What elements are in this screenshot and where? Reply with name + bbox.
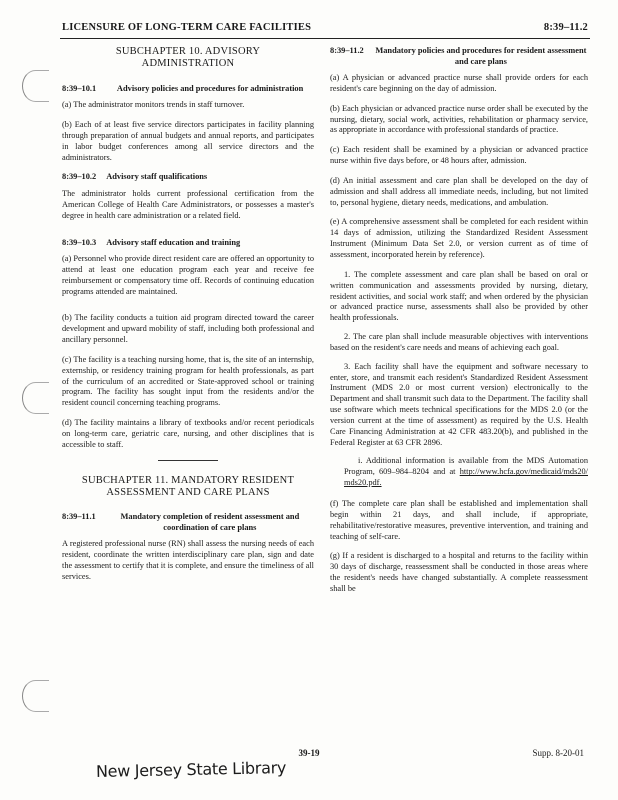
- section-number: 8:39–10.3: [62, 237, 97, 247]
- punch-hole-mark: [22, 70, 49, 102]
- paragraph: The administrator holds current professional certification from the American College of Health Care Administrators, or possesses a master's degree in health care administration or a related field.: [62, 188, 314, 220]
- paragraph: (c) Each resident shall be examined by a physician or advanced practice nurse within five days before, or 48 hours after, admission.: [330, 145, 588, 166]
- section-heading: [62, 512, 314, 533]
- paragraph: (d) An initial assessment and care plan shall be developed on the day of admission and shall address all immediate needs, including, but not limited to, personal hygiene, dietary needs, medications, and ambulation.: [330, 175, 588, 207]
- section-heading: [62, 172, 314, 183]
- paragraph: (g) If a resident is discharged to a hospital and returns to the facility within 30 days of discharge, reassessment shall be conducted in those areas where the resident's needs have changed substantially. A complete reassessment shall be: [330, 551, 588, 593]
- subparagraph: 1. The complete assessment and care plan shall be based on oral or written communication and assessments provided by nursing, dietary, resident activities, and social work staff; and when ordered by the physician or advanced practice nurse, assessments shall also be provided by other health professionals.: [330, 269, 588, 323]
- section-heading: [62, 84, 314, 95]
- section-title: Advisory staff education and training: [106, 237, 241, 247]
- header-title: LICENSURE OF LONG-TERM CARE FACILITIES: [62, 22, 312, 33]
- paragraph: (f) The complete care plan shall be established and implementation shall begin within 21 days, and shall include, if appropriate, rehabilitative/restorative measures, preventive intervention, and training and teaching of self-care.: [330, 499, 588, 541]
- section-number: 8:39–11.1: [62, 512, 96, 522]
- section-title: Advisory policies and procedures for administration: [116, 83, 304, 93]
- section-heading: [62, 238, 314, 249]
- paragraph: (a) Personnel who provide direct resident care are offered an opportunity to attend at least one education program each year and receive fee reimbursement or compensatory time off. Records of continuing education programs attended are maintained.: [62, 254, 314, 296]
- subsubparagraph: i. Additional information is available from the MDS Automation Program, 609–984–8204 and at http://www.hcfa.gov/medicaid/mds20/ mds20.pdf.: [344, 456, 588, 488]
- subchapter-10-heading: SUBCHAPTER 10. ADVISORY ADMINISTRATION: [115, 46, 261, 70]
- paragraph: (a) The administrator monitors trends in staff turnover.: [62, 100, 245, 110]
- section-number: 8:39–10.1: [62, 83, 97, 93]
- page-number: 39-19: [298, 748, 320, 758]
- subparagraph: 2. The care plan shall include measurable objectives with interventions based on the resident's care needs and means of achieving each goal.: [330, 332, 588, 352]
- paragraph: A registered professional nurse (RN) shall assess the nursing needs of each resident, coordinate the written interdisciplinary care plan, sign and date the assessment to certify that it is complete, and ensure the timeliness of all services.: [62, 539, 314, 581]
- section-title: Advisory staff qualifications: [106, 172, 208, 182]
- section-title: Mandatory completion of resident assessment and coordination of care plans: [120, 512, 300, 532]
- section-title: Mandatory policies and procedures for resident assessment and care plans: [375, 46, 587, 66]
- divider: [158, 460, 218, 461]
- paragraph: (d) The facility maintains a library of textbooks and/or recent periodicals on long-term care, geriatric care, nursing, and other disciplines that is accessible to staff.: [62, 418, 314, 449]
- punch-hole-mark: [22, 382, 49, 414]
- section-number: 8:39–10.2: [62, 172, 97, 182]
- mds-link[interactable]: http://www.hcfa.gov/medicaid/mds20/ mds20.pdf.: [344, 467, 588, 488]
- paragraph: (b) The facility conducts a tuition aid program directed toward the career development and upward mobility of staff, including both professional and ancillary personnel.: [62, 313, 314, 345]
- subparagraph: 3. Each facility shall have the equipment and software necessary to enter, store, and transmit each resident's Standardized Resident Assessment Instrument (MDS 2.0 or most current version) electronically to the Department and shall transmit such data to the Department. The facility shall use software which meets technical specifications for the MDS 2.0 (or the version current at the time of assessment) as required by the U.S. Health Care Financing Administration at 42 CFR 483.20(b), and published in the Federal Register at 63 CFR 2896.: [330, 361, 588, 447]
- paragraph: (a) A physician or advanced practice nurse shall provide orders for each resident's care beginning on the day of admission.: [330, 73, 588, 93]
- header-section-number: 8:39–11.2: [543, 22, 588, 33]
- section-heading: [330, 46, 588, 67]
- paragraph: (b) Each physician or advanced practice nurse order shall be executed by the nursing, dietary, social work, activities, rehabilitation or pharmacy service, as appropriate in accordance with professional standards of practice.: [330, 103, 588, 135]
- subchapter-11-heading: SUBCHAPTER 11. MANDATORY RESIDENT ASSESSMENT AND CARE PLANS: [81, 474, 295, 499]
- supplement-date: Supp. 8-20-01: [532, 748, 584, 758]
- running-header: [62, 22, 588, 33]
- punch-hole-mark: [22, 680, 49, 712]
- header-rule: [60, 38, 590, 39]
- paragraph: (c) The facility is a teaching nursing home, that is, the site of an internship, externship, or residency training program for health professionals, as part of the curriculum of an accredited or State-approved school or training program. The facility has sought input from the residents and/or the resident council concerning teaching programs.: [62, 354, 314, 408]
- section-number: 8:39–11.2: [330, 46, 364, 55]
- left-column: [62, 46, 314, 592]
- paragraph: (b) Each of at least five service directors participates in facility planning through preparation of annual budgets and annual reports, and participates in labor budget conferences among all service directors and the administrators.: [62, 120, 314, 162]
- right-column: [330, 46, 588, 604]
- library-stamp: New Jersey State Library: [95, 758, 287, 781]
- paragraph: (e) A comprehensive assessment shall be completed for each resident within 14 days of admission, utilizing the Standardized Resident Assessment Instrument (Minimum Data Set 2.0, or version current as of time of assessment, incorporated herein by reference).: [330, 217, 588, 259]
